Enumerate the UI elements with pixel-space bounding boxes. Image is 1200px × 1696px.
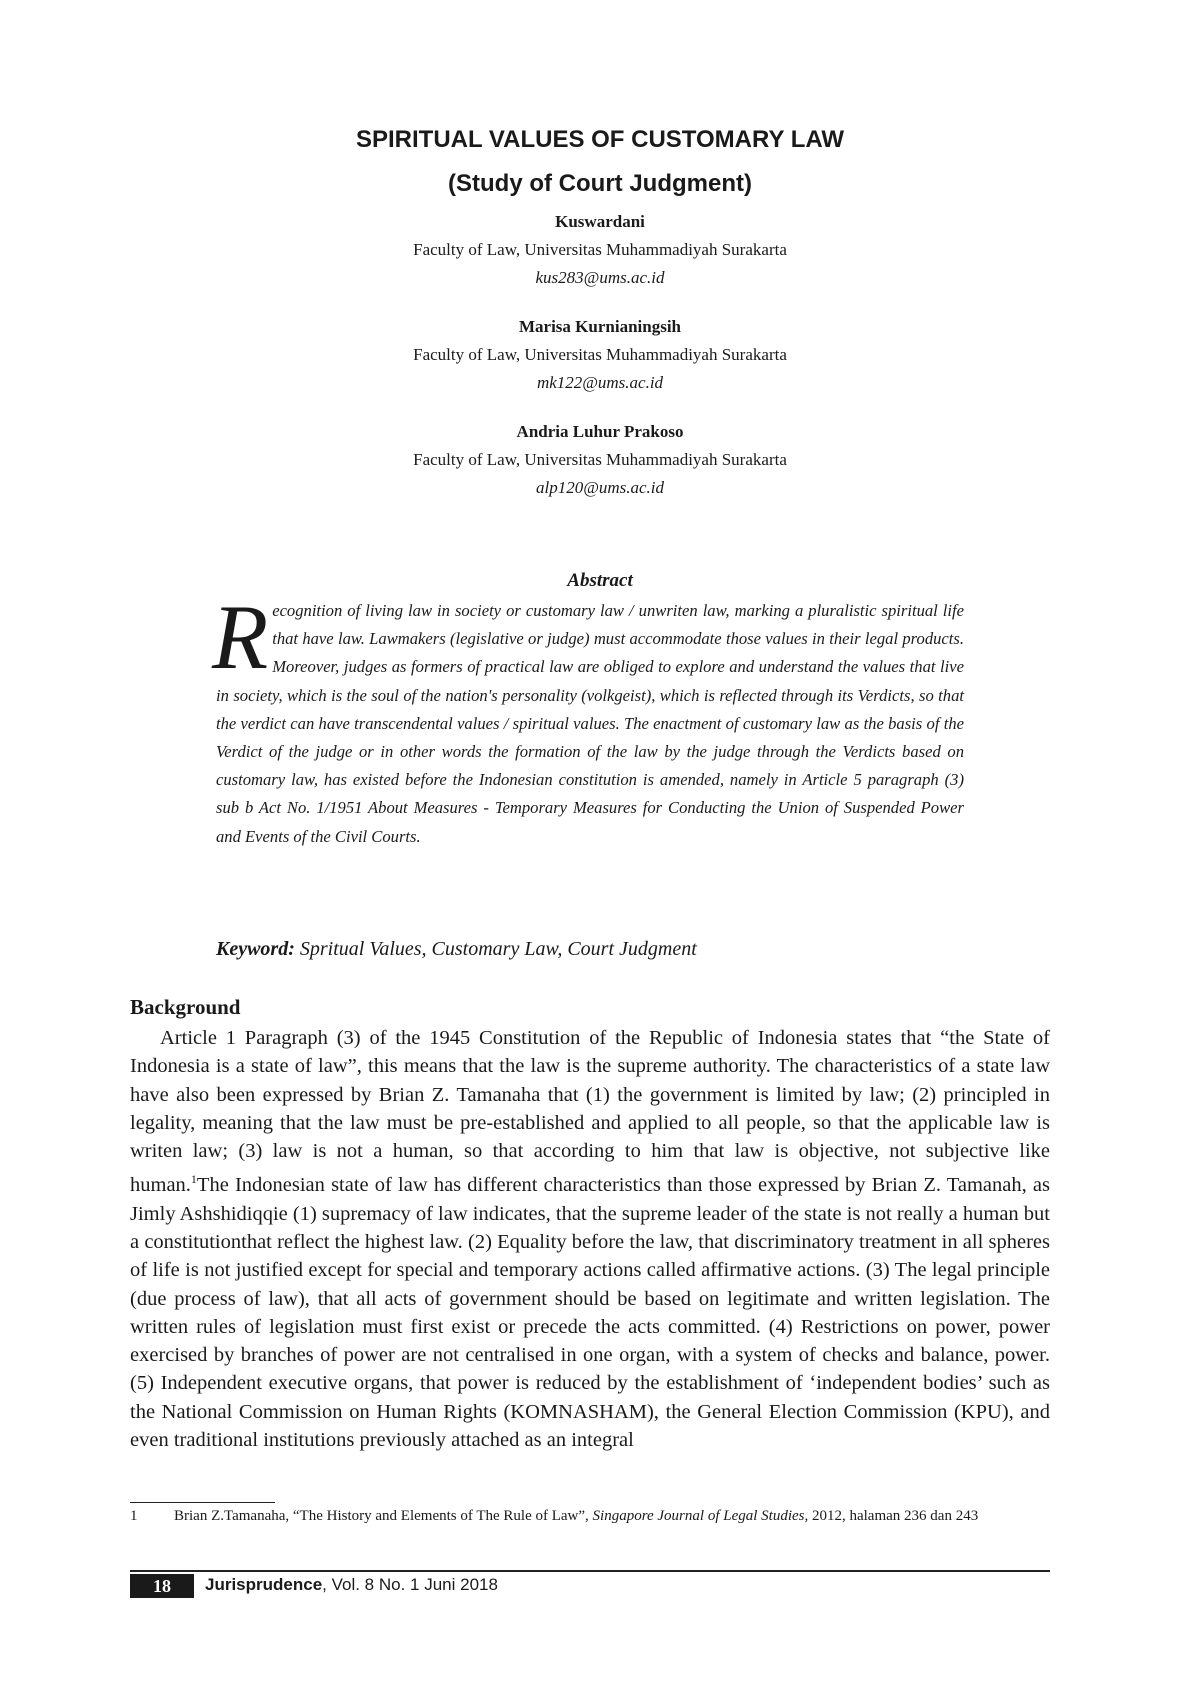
page-number-badge: 18 bbox=[130, 1574, 194, 1598]
abstract-heading: Abstract bbox=[567, 570, 633, 591]
background-text-part1: Article 1 Paragraph (3) of the 1945 Constitution of the Republic of Indonesia states that “the State of Indonesia is a state of law”, this means that the law is the supreme authority. The characteristics of a state law have also been expressed by Brian Z. Tamanaha that (1) the government is limited by law; (2) principled in legality, meaning that the law must be pre-established and applied to all people, so that the applicable law is writen law; (3) law is not a human, so that according to him that law is objective, not subjective like human. bbox=[130, 1027, 1050, 1197]
author-affiliation: Faculty of Law, Universitas Muhammadiyah Surakarta bbox=[413, 240, 787, 259]
author-email: alp120@ums.ac.id bbox=[535, 478, 665, 497]
paper-subtitle: (Study of Court Judgment) bbox=[448, 170, 752, 197]
footnote bbox=[130, 1506, 1050, 1527]
paper-title: SPIRITUAL VALUES OF CUSTOMARY LAW bbox=[355, 126, 845, 153]
author-email: mk122@ums.ac.id bbox=[536, 373, 664, 392]
abstract-dropcap: R bbox=[212, 586, 269, 688]
author-affiliation: Faculty of Law, Universitas Muhammadiyah Surakarta bbox=[413, 345, 787, 364]
keywords-text: Spritual Values, Customary Law, Court Judgment bbox=[299, 938, 697, 960]
author-block bbox=[0, 208, 1200, 292]
journal-name: Jurisprudence bbox=[205, 1575, 323, 1594]
background-paragraph bbox=[130, 1024, 1050, 1454]
keywords bbox=[216, 938, 697, 961]
author-name: Marisa Kurnianingsih bbox=[518, 317, 681, 336]
author-name: Andria Luhur Prakoso bbox=[516, 422, 684, 441]
journal-issue: , Vol. 8 No. 1 Juni 2018 bbox=[322, 1575, 498, 1594]
author-block bbox=[0, 418, 1200, 502]
journal-footer bbox=[205, 1575, 498, 1595]
footnote-reference[interactable]: 1 bbox=[190, 1172, 197, 1187]
keywords-label: Keyword: bbox=[216, 938, 295, 960]
footnote-journal: Singapore Journal of Legal Studies, bbox=[592, 1508, 809, 1524]
author-name: Kuswardani bbox=[555, 212, 645, 231]
author-block bbox=[0, 313, 1200, 397]
abstract-text: ecognition of living law in society or customary law / unwriten law, marking a pluralistic spiritual life that have law. Lawmakers (legislative or judge) must accommodate those values in their legal products. Moreover, judges as formers of practical law are obliged to explore and understand the values that live in society, which is the soul of the nation's personality (volkgeist), which is reflected through its Verdicts, so that the verdict can have transcendental values / spiritual values. The enactment of customary law as the basis of the Verdict of the judge or in other words the formation of the law by the judge through the Verdicts based on customary law, has existed before the Indonesian constitution is amended, namely in Article 5 paragraph (3) sub b Act No. 1/1951 About Measures - Temporary Measures for Conducting the Union of Suspended Power and Events of the Civil Courts. bbox=[216, 601, 964, 846]
footnote-text bbox=[174, 1506, 1050, 1527]
abstract-body bbox=[212, 586, 964, 851]
footnote-divider bbox=[130, 1502, 275, 1503]
footnote-text-after: 2012, halaman 236 dan 243 bbox=[808, 1508, 979, 1524]
footnote-number: 1 bbox=[130, 1508, 138, 1524]
background-text-part2: The Indonesian state of law has different characteristics than those expressed by Brian Z. Tamanah, as Jimly Ashshidiqqie (1) supremacy of law indicates, that the supreme leader of the state is not really a human but a constitutionthat reflect the highest law. (2) Equality before the law, that discriminatory treatment in all spheres of life is not justified except for special and temporary actions called affirmative actions. (3) The legal principle (due process of law), that all acts of government should be based on legitimate and written legislation. The written rules of legislation must first exist or precede the acts committed. (4) Restrictions on power, power exercised by branches of power are not centralised in one organ, with a system of checks and balance, power. (5) Independent executive organs, that power is reduced by the establishment of ‘independent bodies’ such as the National Commission on Human Rights (KOMNASHAM), the General Election Commission (KPU), and even traditional institutions previously attached as an integral bbox=[130, 1174, 1050, 1451]
author-affiliation: Faculty of Law, Universitas Muhammadiyah Surakarta bbox=[413, 450, 787, 469]
footnote-text-before: Brian Z.Tamanaha, “The History and Elements of The Rule of Law”, bbox=[174, 1508, 593, 1524]
section-heading-background: Background bbox=[130, 995, 241, 1019]
footer-divider bbox=[130, 1570, 1050, 1572]
author-email: kus283@ums.ac.id bbox=[535, 268, 665, 287]
